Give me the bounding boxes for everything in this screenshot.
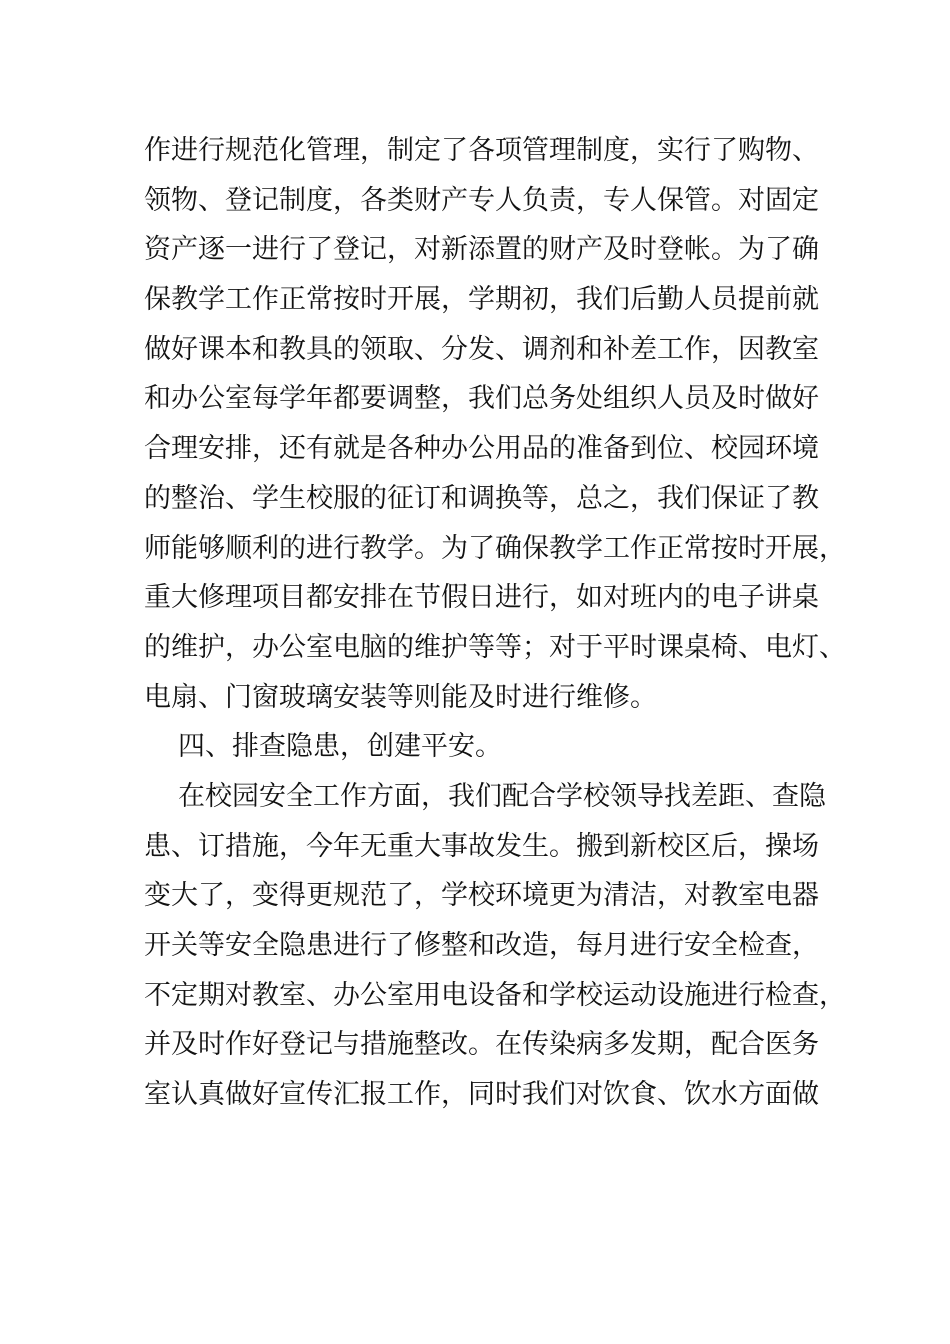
text-line: 资产逐一进行了登记，对新添置的财产及时登帐。为了确 xyxy=(144,234,819,266)
text-line: 并及时作好登记与措施整改。在传染病多发期，配合医务 xyxy=(144,1029,819,1061)
text-line: 患、订措施，今年无重大事故发生。搬到新校区后，操场 xyxy=(144,830,819,862)
body-text xyxy=(144,126,846,1120)
section-heading: 四、排查隐患，创建平安。 xyxy=(178,731,502,763)
text-line: 和办公室每学年都要调整，我们总务处组织人员及时做好 xyxy=(144,383,819,415)
text-line: 不定期对教室、办公室用电设备和学校运动设施进行检查， xyxy=(144,979,846,1011)
text-line: 作进行规范化管理，制定了各项管理制度，实行了购物、 xyxy=(144,135,819,166)
text-line: 合理安排，还有就是各种办公用品的准备到位、校园环境 xyxy=(144,433,819,465)
text-line: 室认真做好宣传汇报工作，同时我们对饮食、饮水方面做 xyxy=(144,1079,819,1111)
text-line: 电扇、门窗玻璃安装等则能及时进行维修。 xyxy=(144,681,657,713)
text-line: 的整治、学生校服的征订和调换等，总之，我们保证了教 xyxy=(144,482,819,514)
text-line: 领物、登记制度，各类财产专人负责，专人保管。对固定 xyxy=(144,184,819,216)
text-line: 的维护，办公室电脑的维护等等；对于平时课桌椅、电灯、 xyxy=(144,631,846,663)
text-line: 保教学工作正常按时开展，学期初，我们后勤人员提前就 xyxy=(144,284,819,316)
text-line: 在校园安全工作方面，我们配合学校领导找差距、查隐 xyxy=(178,780,826,812)
text-line: 重大修理项目都安排在节假日进行，如对班内的电子讲桌 xyxy=(144,582,819,614)
text-line: 开关等安全隐患进行了修整和改造，每月进行安全检查， xyxy=(144,930,819,961)
text-line: 变大了，变得更规范了，学校环境更为清洁，对教室电器 xyxy=(144,880,819,912)
text-line: 师能够顺利的进行教学。为了确保教学工作正常按时开展， xyxy=(144,532,846,564)
text-line: 做好课本和教具的领取、分发、调剂和补差工作，因教室 xyxy=(144,333,819,365)
